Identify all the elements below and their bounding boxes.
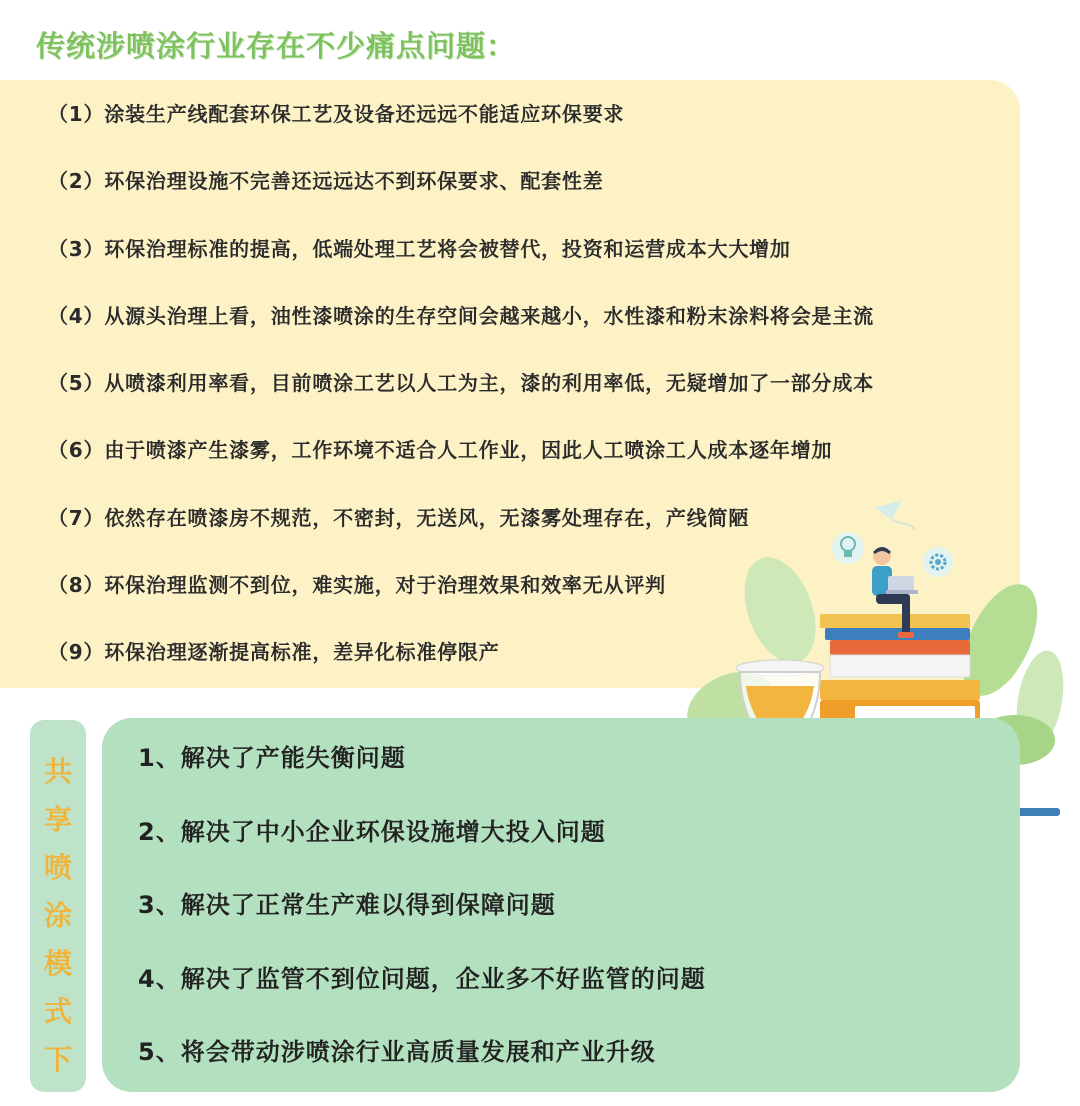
- pain-point-item: （3）环保治理标准的提高，低端处理工艺将会被替代，投资和运营成本大大增加: [48, 236, 791, 261]
- shared-spraying-mode-tab: [30, 720, 86, 1092]
- solution-item: 5、将会带动涉喷涂行业高质量发展和产业升级: [138, 1038, 656, 1066]
- pain-point-item: （6）由于喷漆产生漆雾，工作环境不适合人工作业，因此人工喷涂工人成本逐年增加: [48, 438, 833, 463]
- solution-item: 1、解决了产能失衡问题: [138, 744, 406, 772]
- side-label-char: 下: [43, 1043, 72, 1076]
- lightbulb-icon: [832, 532, 864, 564]
- side-label-char: 涂: [43, 899, 72, 932]
- pain-point-item: （2）环保治理设施不完善还远远达不到环保要求、配套性差: [48, 169, 604, 194]
- side-label-char: 喷: [43, 851, 72, 884]
- pain-point-item: （4）从源头治理上看，油性漆喷涂的生存空间会越来越小，水性漆和粉末涂料将会是主流: [48, 303, 874, 328]
- solution-item: 4、解决了监管不到位问题，企业多不好监管的问题: [138, 964, 706, 993]
- side-label-char: 式: [43, 995, 72, 1028]
- pain-point-item: （9）环保治理逐渐提高标准，差异化标准停限产: [48, 640, 500, 665]
- side-label-char: 享: [43, 803, 72, 836]
- solution-item: 2、解决了中小企业环保设施增大投入问题: [138, 817, 606, 846]
- pain-point-item: （8）环保治理监测不到位，难实施，对于治理效果和效率无从评判: [48, 573, 666, 598]
- pain-point-item: （1）涂装生产线配套环保工艺及设备还远远不能适应环保要求: [48, 102, 625, 126]
- side-label-char: 模: [43, 947, 72, 980]
- page-title: 传统涉喷涂行业存在不少痛点问题：: [36, 29, 517, 63]
- solutions-list: [138, 738, 706, 1106]
- pain-point-item: （7）依然存在喷漆房不规范，不密封，无送风，无漆雾处理存在，产线简陋: [48, 505, 750, 530]
- solution-item: 3、解决了正常生产难以得到保障问题: [138, 891, 556, 919]
- side-label-char: 共: [43, 755, 72, 788]
- paper-plane-icon: [875, 500, 915, 530]
- gear-icon: [923, 547, 953, 577]
- pain-point-item: （5）从喷漆利用率看，目前喷涂工艺以人工为主，漆的利用率低，无疑增加了一部分成本: [48, 371, 874, 396]
